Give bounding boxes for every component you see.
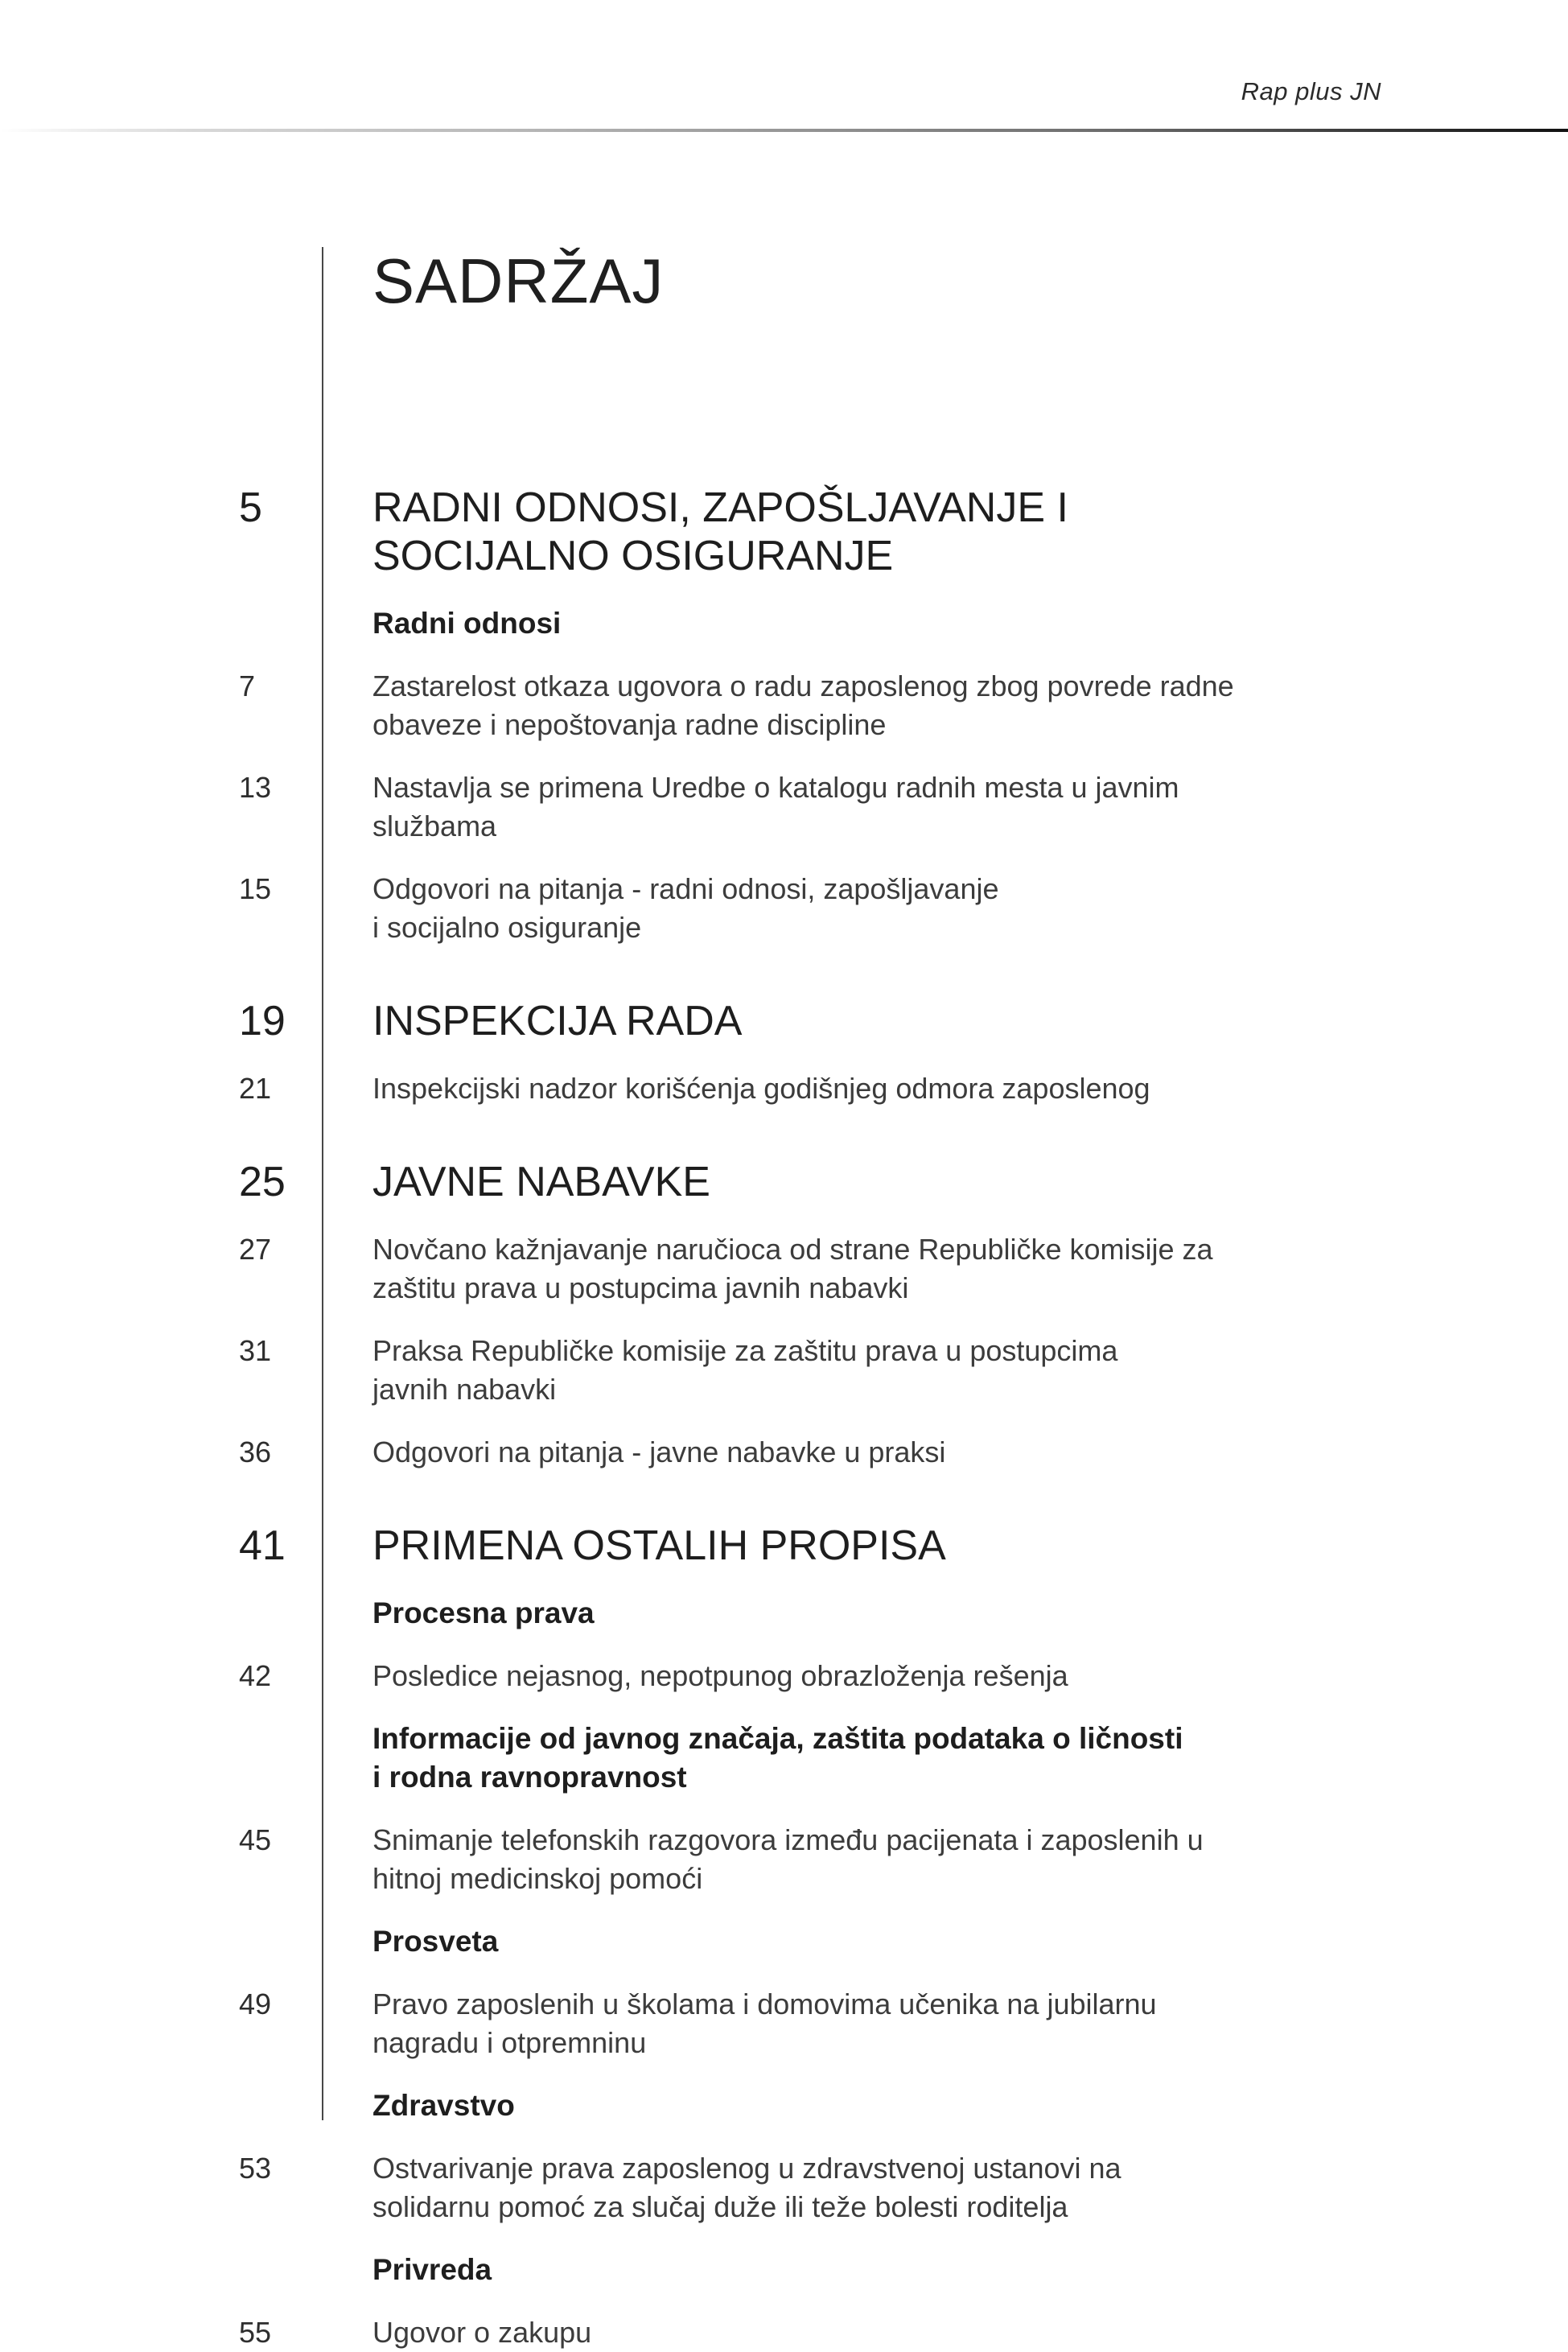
toc-item-title-line: Procesna prava xyxy=(372,1596,595,1629)
toc-item-title-line: Zdravstvo xyxy=(372,2089,515,2122)
toc-entry-row xyxy=(239,2313,1414,2352)
toc-page-number: 45 xyxy=(239,1823,272,1856)
toc-item-title-line: Prosveta xyxy=(372,1925,499,1958)
toc-entry-row xyxy=(239,1433,1414,1472)
toc-entry-row xyxy=(239,667,1414,744)
toc-entry-row xyxy=(239,1069,1414,1108)
toc-item-title xyxy=(372,1069,1414,1108)
header-divider-rule xyxy=(0,129,1568,132)
toc-item-title-line: službama xyxy=(372,809,497,842)
toc-item-title xyxy=(372,2313,1414,2352)
toc-section-row xyxy=(239,997,1414,1045)
toc-section-row xyxy=(239,484,1414,580)
toc-item-title-line: nagradu i otpremninu xyxy=(372,2026,647,2059)
toc-item-title-line: obaveze i nepoštovanja radne discipline xyxy=(372,708,887,741)
toc-entry-row xyxy=(239,768,1414,846)
toc-item-title-line: Inspekcijski nadzor korišćenja godišnjeg odmora zaposlenog xyxy=(372,1072,1150,1105)
toc-page-number: 49 xyxy=(239,1987,272,2020)
toc-item-title-line: RADNI ODNOSI, ZAPOŠLJAVANJE I xyxy=(372,484,1068,531)
toc-item-title-line: solidarnu pomoć za slučaj duže ili teže bolesti roditelja xyxy=(372,2190,1068,2223)
toc-entry-row xyxy=(239,1985,1414,2062)
toc-item-title-line: Privreda xyxy=(372,2253,492,2286)
toc-item-title xyxy=(372,997,1414,1045)
vertical-divider-rule xyxy=(322,247,323,2120)
toc-item-title xyxy=(372,1522,1414,1570)
toc-item-title xyxy=(372,1821,1414,1898)
toc-item-title-line: PRIMENA OSTALIH PROPISA xyxy=(372,1522,946,1569)
toc-subheading-row xyxy=(239,604,1414,643)
toc-item-title-line: INSPEKCIJA RADA xyxy=(372,998,743,1044)
toc-item-title-line: Odgovori na pitanja - radni odnosi, zapošljavanje xyxy=(372,872,999,905)
toc-page-number: 53 xyxy=(239,2152,272,2185)
toc-page-number: 31 xyxy=(239,1334,272,1367)
toc-subheading-row xyxy=(239,2251,1414,2289)
toc-item-title-line: zaštitu prava u postupcima javnih nabavki xyxy=(372,1271,909,1304)
toc-item-title-line: Informacije od javnog značaja, zaštita podataka o ličnosti xyxy=(372,1722,1183,1755)
toc-item-title-line: Praksa Republičke komisije za zaštitu prava u postupcima xyxy=(372,1334,1118,1367)
toc-item-title-line: Nastavlja se primena Uredbe o katalogu radnih mesta u javnim xyxy=(372,771,1179,804)
toc-entry-row xyxy=(239,870,1414,947)
toc-page-number: 7 xyxy=(239,669,256,702)
toc-subheading-row xyxy=(239,1720,1414,1797)
toc-page-number: 5 xyxy=(239,484,262,531)
toc-item-title xyxy=(372,870,1414,947)
toc-section-row xyxy=(239,1522,1414,1570)
toc-page-number: 55 xyxy=(239,2316,272,2349)
toc-item-title xyxy=(372,1657,1414,1695)
toc-item-title-line: javnih nabavki xyxy=(372,1373,557,1406)
toc-page-number: 21 xyxy=(239,1072,272,1105)
toc-item-title xyxy=(372,667,1414,744)
toc-item-title-line: SOCIJALNO OSIGURANJE xyxy=(372,533,894,579)
toc-item-title xyxy=(372,1433,1414,1472)
toc-item-title xyxy=(372,2149,1414,2226)
toc-item-title xyxy=(372,768,1414,846)
toc-item-title xyxy=(372,1985,1414,2062)
toc-page-number: 19 xyxy=(239,998,286,1044)
toc-entry-row xyxy=(239,2149,1414,2226)
toc-entry-row xyxy=(239,1230,1414,1308)
toc-item-title xyxy=(372,1158,1414,1206)
toc-item-title-line: Odgovori na pitanja - javne nabavke u praksi xyxy=(372,1436,946,1468)
toc-item-title-line: JAVNE NABAVKE xyxy=(372,1159,710,1205)
toc-item-title-line: Zastarelost otkaza ugovora o radu zaposlenog zbog povrede radne xyxy=(372,669,1234,702)
toc-list xyxy=(239,484,1414,2352)
toc-item-title xyxy=(372,1594,1414,1633)
toc-page-number: 27 xyxy=(239,1233,272,1266)
toc-entry-row xyxy=(239,1332,1414,1409)
toc-item-title-line: Novčano kažnjavanje naručioca od strane Republičke komisije za xyxy=(372,1233,1213,1266)
toc-item-title-line: hitnoj medicinskoj pomoći xyxy=(372,1862,703,1895)
toc-page-number: 25 xyxy=(239,1159,286,1205)
toc-page-number: 42 xyxy=(239,1659,272,1692)
toc-entry-row xyxy=(239,1657,1414,1695)
toc-item-title-line: Snimanje telefonskih razgovora između pacijenata i zaposlenih u xyxy=(372,1823,1204,1856)
toc-item-title-line: i rodna ravnopravnost xyxy=(372,1761,687,1794)
toc-subheading-row xyxy=(239,2086,1414,2125)
toc-item-title xyxy=(372,2086,1414,2125)
toc-content xyxy=(239,247,1414,2352)
toc-item-title-line: Posledice nejasnog, nepotpunog obrazloženja rešenja xyxy=(372,1659,1068,1692)
toc-item-title-line: Ostvarivanje prava zaposlenog u zdravstvenoj ustanovi na xyxy=(372,2152,1121,2185)
page-title: SADRŽAJ xyxy=(372,245,665,316)
toc-page-number: 13 xyxy=(239,771,272,804)
toc-entry-row xyxy=(239,1821,1414,1898)
toc-item-title-line: Pravo zaposlenih u školama i domovima učenika na jubilarnu xyxy=(372,1987,1157,2020)
toc-item-title xyxy=(372,2251,1414,2289)
toc-item-title xyxy=(372,1332,1414,1409)
publication-brand: Rap plus JN xyxy=(1241,77,1381,105)
toc-page-number: 36 xyxy=(239,1436,272,1468)
toc-item-title xyxy=(372,1230,1414,1308)
toc-item-title xyxy=(372,604,1414,643)
toc-item-title-line: i socijalno osiguranje xyxy=(372,911,642,944)
toc-item-title xyxy=(372,1720,1414,1797)
toc-section-row xyxy=(239,1158,1414,1206)
toc-page-number: 15 xyxy=(239,872,272,905)
toc-item-title-line: Radni odnosi xyxy=(372,607,562,640)
toc-item-title-line: Ugovor o zakupu xyxy=(372,2316,592,2349)
toc-subheading-row xyxy=(239,1922,1414,1961)
toc-item-title xyxy=(372,484,1414,580)
toc-item-title xyxy=(372,1922,1414,1961)
toc-page-number: 41 xyxy=(239,1522,286,1569)
toc-subheading-row xyxy=(239,1594,1414,1633)
